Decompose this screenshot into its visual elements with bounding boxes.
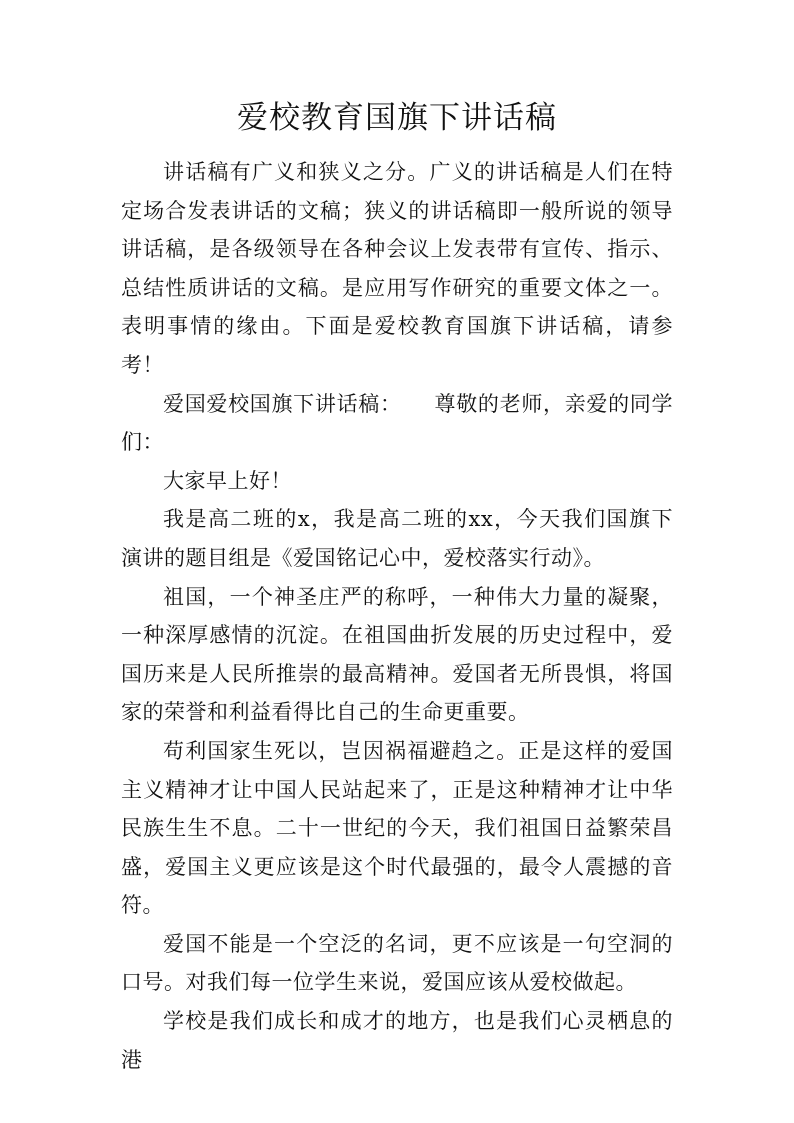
document-body: [121, 153, 673, 1079]
paragraph-intro: 讲话稿有广义和狭义之分。广义的讲话稿是人们在特定场合发表讲话的文稿；狭义的讲话稿即一般所说的领导讲话稿，是各级领导在各种会议上发表带有宣传、指示、总结性质讲话的文稿。是应用写作研究的重要文体之一。表明事情的缘由。下面是爱校教育国旗下讲话稿，请参考！: [121, 160, 673, 377]
paragraph-salutation: 爱国爱校国旗下讲话稿： 尊敬的老师，亲爱的同学们：: [121, 391, 673, 455]
paragraph-speaker-intro: 我是高二班的x，我是高二班的xx，今天我们国旗下演讲的题目组是《爱国铭记心中，爱校落实行动》。: [121, 507, 673, 570]
paragraph-motherland: 祖国，一个神圣庄严的称呼，一种伟大力量的凝聚，一种深厚感情的沉淀。在祖国曲折发展的历史过程中，爱国历来是人民所推崇的最高精神。爱国者无所畏惧，将国家的荣誉和利益看得比自己的生命更重要。: [121, 584, 673, 725]
paragraph-greeting: 大家早上好！: [163, 468, 292, 493]
document-title: 爱校教育国旗下讲话稿: [237, 100, 557, 136]
paragraph-school-harbor: 学校是我们成长和成才的地方，也是我们心灵栖息的港: [121, 1009, 673, 1072]
paragraph-patriotism-spirit: 苟利国家生死以，岂因祸福避趋之。正是这样的爱国主义精神才让中国人民站起来了，正是这种精神才让中华民族生生不息。二十一世纪的今天，我们祖国日益繁荣昌盛，爱国主义更应该是这个时代最强的，最令人震撼的音符。: [121, 738, 673, 918]
paragraph-love-school: 爱国不能是一个空泛的名词，更不应该是一句空洞的口号。对我们每一位学生来说，爱国应该从爱校做起。: [121, 931, 673, 995]
